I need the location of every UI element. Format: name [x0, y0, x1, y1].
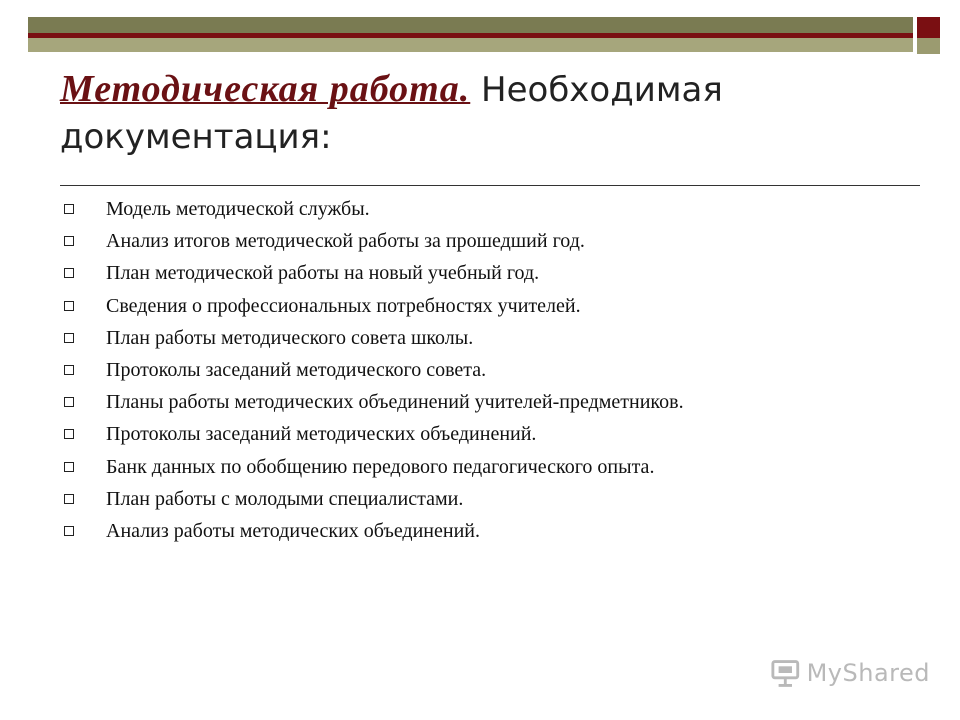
square-bullet-icon: [64, 494, 74, 504]
header-band-dark: [28, 17, 913, 33]
myshared-watermark: [770, 656, 930, 690]
square-bullet-icon: [64, 204, 74, 214]
list-item: [60, 386, 684, 418]
watermark-text: MyShared: [806, 659, 930, 687]
square-bullet-icon: [64, 462, 74, 472]
list-item: [60, 257, 684, 289]
list-item: [60, 354, 684, 386]
title-rest: Необходимая документация:: [60, 70, 723, 157]
list-item-text: Модель методической службы.: [106, 198, 370, 220]
title-divider: [60, 185, 920, 186]
corner-square-red: [917, 17, 940, 38]
list-item: [60, 193, 684, 225]
square-bullet-icon: [64, 236, 74, 246]
list-item-text: Анализ итогов методической работы за прошедший год.: [106, 230, 585, 253]
square-bullet-icon: [64, 365, 74, 375]
list-item-text: Планы работы методических объединений учителей-предметников.: [106, 391, 684, 414]
square-bullet-icon: [64, 397, 74, 407]
list-item: [60, 418, 684, 450]
slide-title: [60, 66, 920, 160]
list-item: [60, 451, 684, 483]
square-bullet-icon: [64, 333, 74, 343]
list-item-text: Сведения о профессиональных потребностях учителей.: [106, 294, 581, 317]
list-item-text: План работы с молодыми специалистами.: [106, 487, 464, 510]
documentation-list: [60, 193, 684, 547]
corner-square-olive: [917, 38, 940, 54]
title-main: Методическая работа.: [60, 68, 471, 110]
square-bullet-icon: [64, 268, 74, 278]
header-band-light: [28, 38, 913, 52]
square-bullet-icon: [64, 429, 74, 439]
presentation-board-icon: [770, 658, 801, 688]
list-item-text: Анализ работы методических объединений.: [106, 519, 480, 542]
list-item: [60, 290, 684, 322]
list-item-text: Протоколы заседаний методических объединений.: [106, 423, 537, 446]
header-decoration: [0, 0, 960, 62]
list-item-text: План работы методического совета школы.: [106, 326, 474, 349]
square-bullet-icon: [64, 526, 74, 536]
list-item: [60, 483, 684, 515]
square-bullet-icon: [64, 301, 74, 311]
list-item: [60, 225, 684, 257]
list-item-text: Банк данных по обобщению передового педагогического опыта.: [106, 455, 655, 478]
list-item-text: План методической работы на новый учебный год.: [106, 262, 540, 285]
list-item: [60, 515, 684, 547]
list-item-text: Протоколы заседаний методического совета.: [106, 358, 487, 381]
list-item: [60, 322, 684, 354]
